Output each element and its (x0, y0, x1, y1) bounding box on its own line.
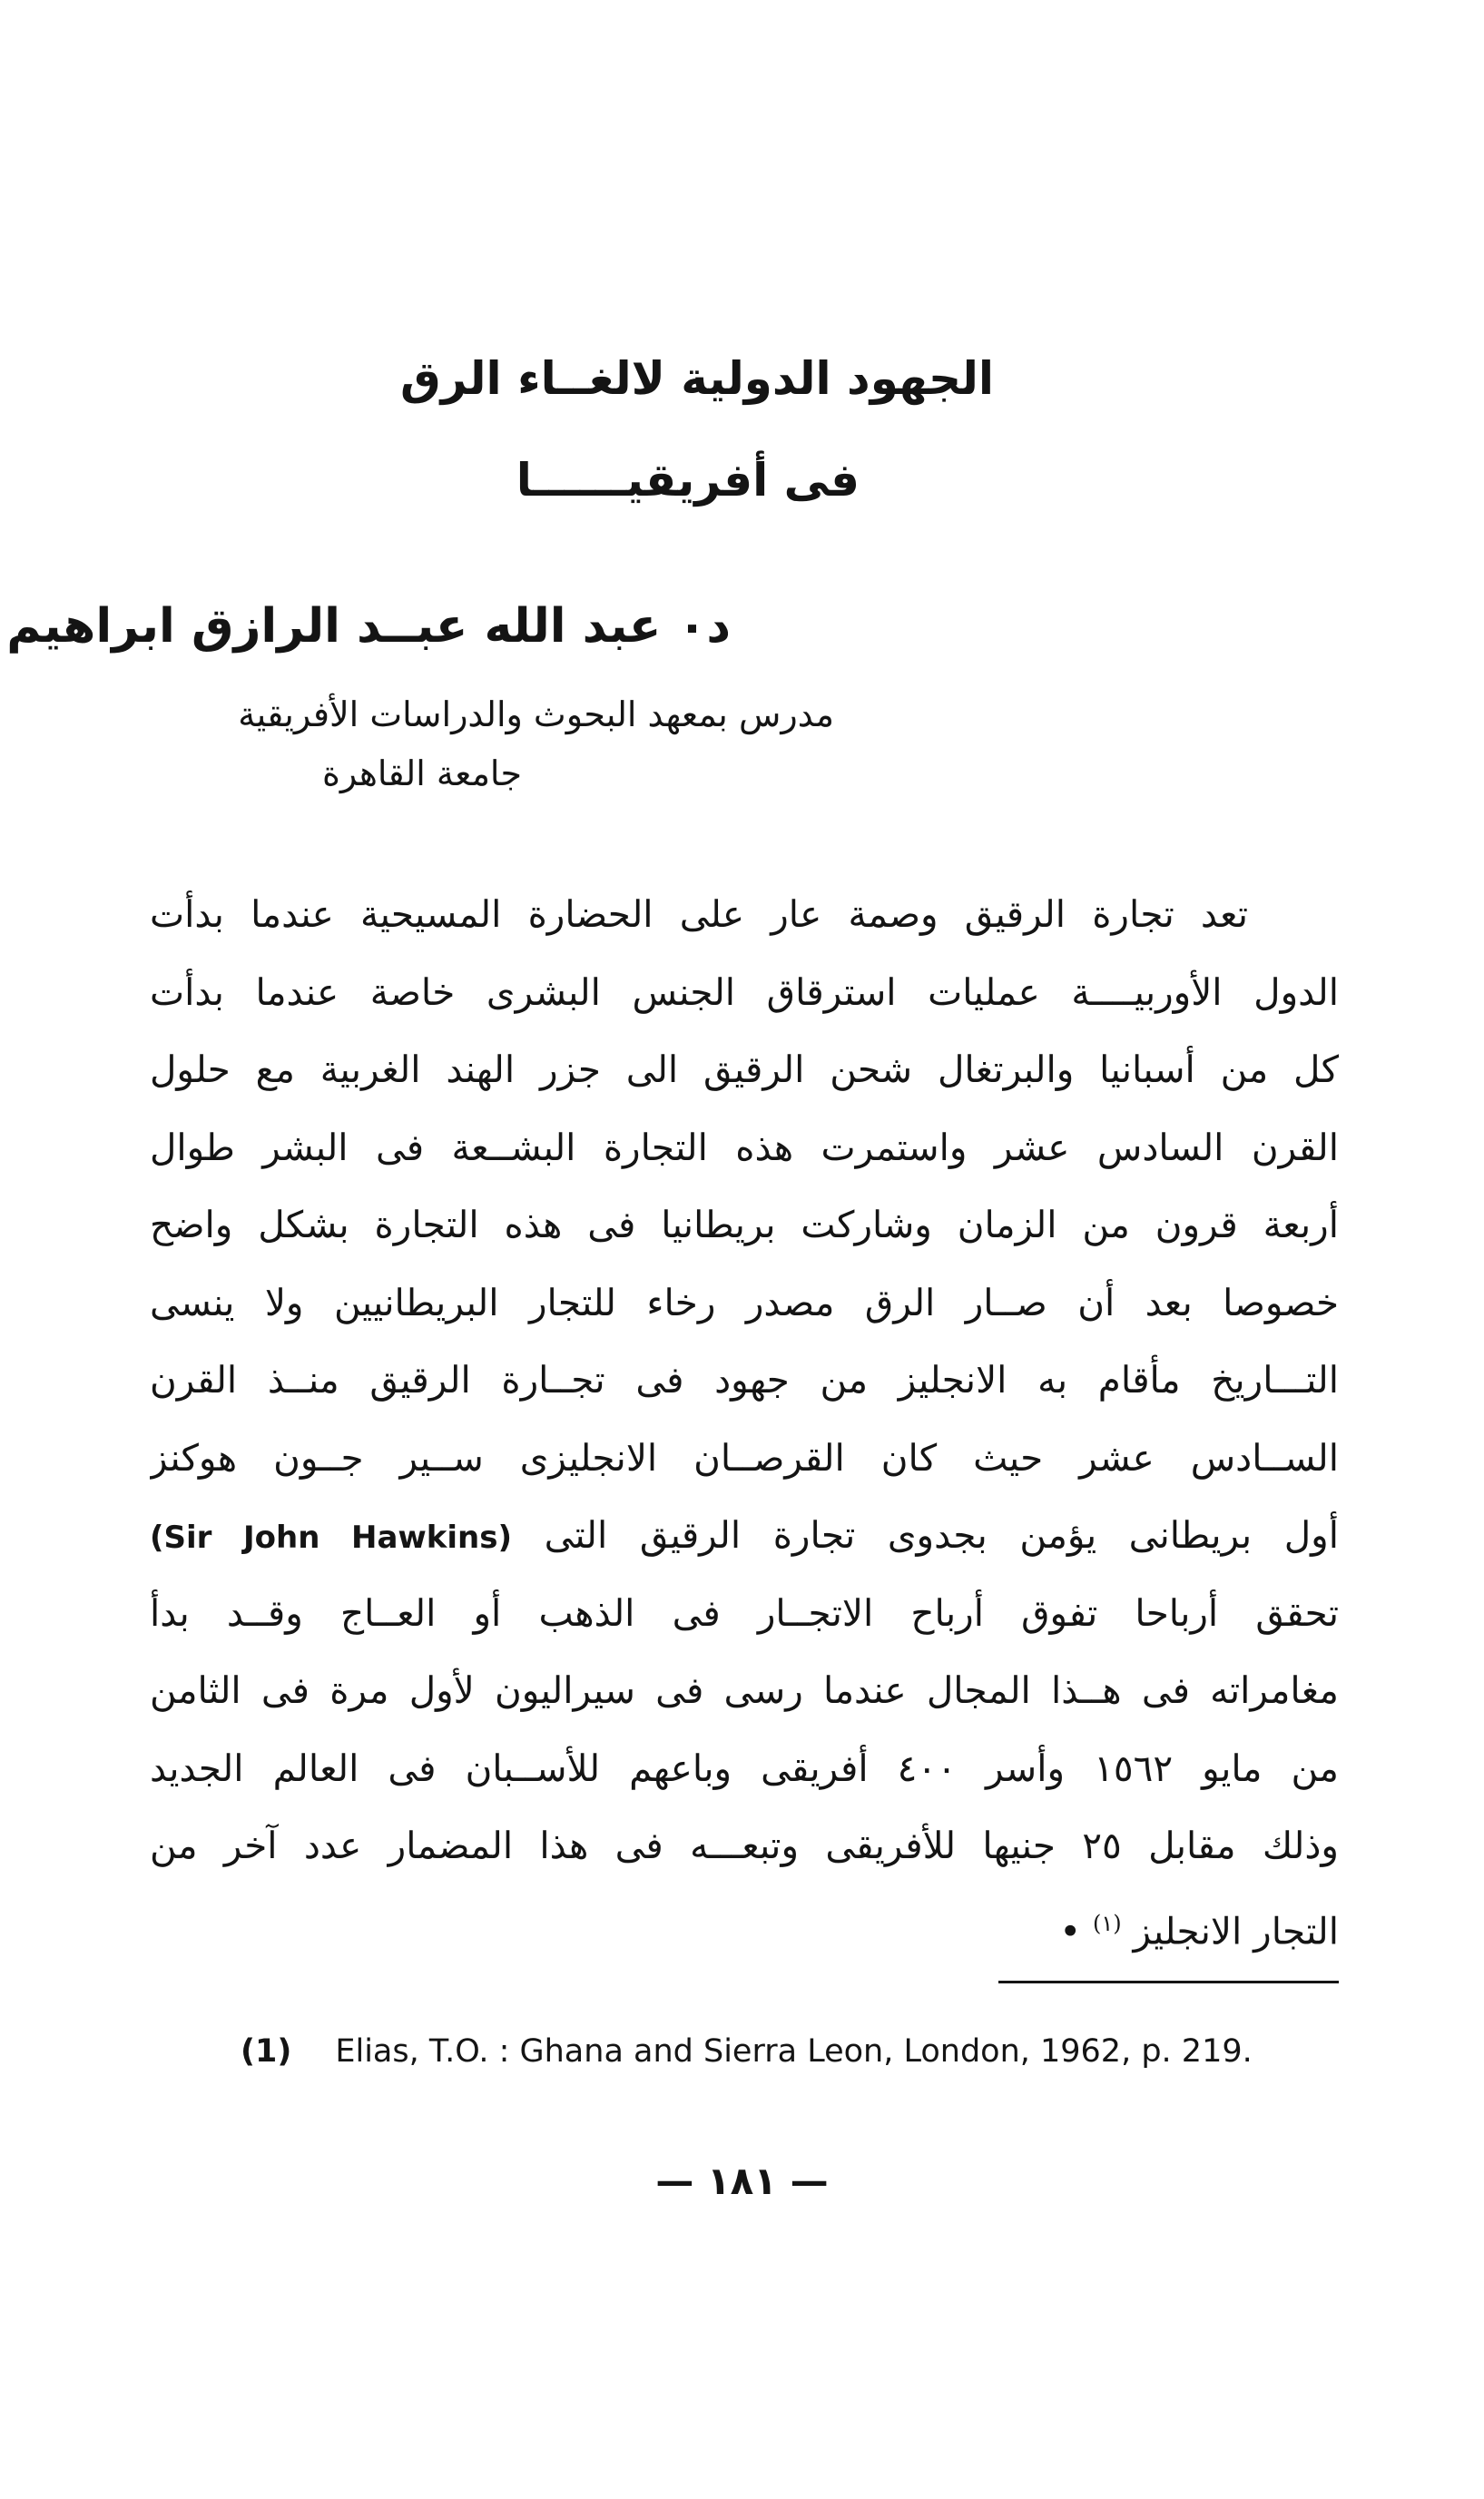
affiliation-line-2: جامعة القاهرة (321, 753, 522, 793)
body-line: تحقق أرباحا تفوق أرباح الاتجــار فى الذهب أو العــاج وقــد بدأ (150, 1590, 1339, 1635)
body-line: الدول الأوربيــــة عمليات استرقاق الجنس البشرى خاصة عندما بدأت (150, 969, 1339, 1014)
title-line-1: الجهود الدولية لالغــاء الرق (399, 352, 994, 405)
body-line-with-name (150, 1497, 1339, 1575)
body-line: أربعة قرون من الزمان وشاركت بريطانيا فى هذه التجارة بشكل واضح (150, 1203, 1339, 1246)
footnote (241, 2033, 1253, 2070)
body-line-text: أول بريطانى يؤمن بجدوى تجارة الرقيق التى (544, 1513, 1339, 1557)
footnote-divider (998, 1981, 1339, 1983)
footnote-text: Elias, T.O. : Ghana and Sierra Leon, London, 1962, p. 219. (335, 2033, 1253, 2070)
end-mark: • (1059, 1909, 1082, 1953)
body-line: من مايو ١٥٦٢ وأسر ٤٠٠ أفريقى وباعهم للأســبان فى العالم الجديد (150, 1746, 1339, 1790)
page-number: — ١٨١ — (655, 2159, 829, 2203)
body-line: وذلك مقابل ٢٥ جنيها للأفريقى وتبعـــه فى هذا المضمار عدد آخر من (150, 1824, 1339, 1867)
latin-name: (Sir John Hawkins) (150, 1520, 513, 1556)
body-line-last (150, 1885, 1339, 1963)
body-line: كل من أسبانيا والبرتغال شحن الرقيق الى جزر الهند الغربية مع حلول (150, 1048, 1339, 1091)
body-line: التـــاريخ مأقام به الانجليز من جهود فى تجــارة الرقيق منــذ القرن (150, 1358, 1339, 1402)
body-line: مغامراته فى هــذا المجال عندما رسى فى سيراليون لأول مرة فى الثامن (150, 1668, 1339, 1712)
body-line: الســادس عشر حيث كان القرصــان الانجليزى ســير جــون هوكنز (150, 1435, 1339, 1480)
footnote-reference: (١) (1093, 1910, 1122, 1936)
body-line-text: التجار الانجليز (1133, 1909, 1339, 1953)
author-name: د٠ عبد الله عبــد الرازق ابراهيم (6, 599, 731, 654)
body-line: القرن السادس عشر واستمرت هذه التجارة البشــعة فى البشر طوال (150, 1125, 1339, 1169)
body-line: تعد تجارة الرقيق وصمة عار على الحضارة المسيحية عندما بدأت (150, 892, 1248, 936)
title-line-2: فى أفريقيــــــا (516, 454, 860, 507)
affiliation-line-1: مدرس بمعهد البحوث والدراسات الأفريقية (238, 694, 834, 734)
body-text (150, 876, 1339, 1963)
body-line: خصوصا بعد أن صــار الرق مصدر رخاء للتجار البريطانيين ولا ينسى (150, 1280, 1339, 1324)
footnote-number: (1) (241, 2033, 292, 2070)
